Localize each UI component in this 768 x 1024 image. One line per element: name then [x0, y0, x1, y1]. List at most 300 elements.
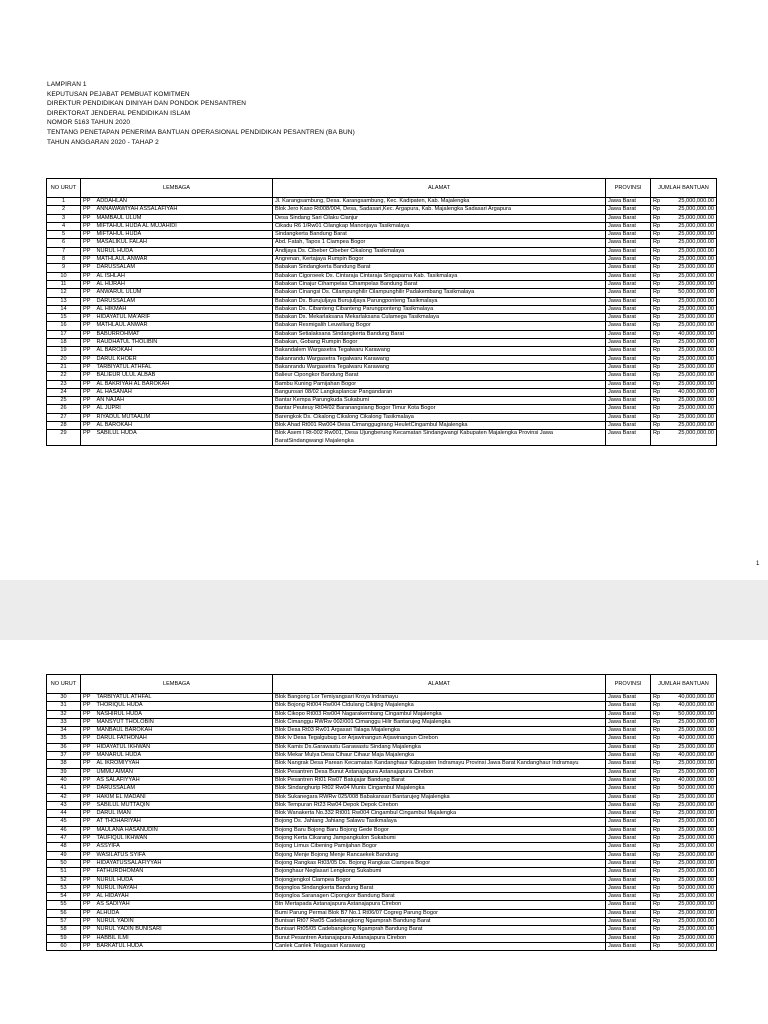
cell-currency: Rp: [651, 893, 665, 901]
recipients-table-page-1: [46, 178, 717, 446]
table-row: [47, 372, 717, 380]
cell-lembaga: FATHURDHOMAN: [95, 868, 273, 876]
col-header-jumlah: JUMLAH BANTUAN: [651, 179, 717, 198]
cell-provinsi: Jawa Barat: [606, 909, 651, 917]
cell-type: PP: [81, 868, 95, 876]
table-row: [47, 322, 717, 330]
cell-no: 40: [47, 776, 81, 784]
cell-alamat: Blok Nangrak Desa Parean Kecamatan Kandanghaur Kabupaten Indramayu Provinsi Jawa Barat Kandanghaur Indramayu: [273, 760, 606, 768]
cell-alamat: Bunut Pesantren Astanajapura Astanajapura Cirebon: [273, 934, 606, 942]
cell-provinsi: Jawa Barat: [606, 835, 651, 843]
cell-no: 22: [47, 372, 81, 380]
cell-provinsi: Jawa Barat: [606, 818, 651, 826]
cell-provinsi: Jawa Barat: [606, 272, 651, 280]
cell-alamat: Bakandalem Wargasetra Tegalwaru Karawang: [273, 347, 606, 355]
cell-alamat: Blok Desa Rt03 Rw01 Argasari Talaga Majalengka: [273, 727, 606, 735]
cell-provinsi: Jawa Barat: [606, 239, 651, 247]
cell-alamat: Bojong Limus Cibening Pamijahan Bogor: [273, 843, 606, 851]
cell-type: PP: [81, 214, 95, 222]
cell-jumlah: 25,000,000.00: [665, 413, 717, 421]
cell-no: 59: [47, 934, 81, 942]
cell-type: PP: [81, 347, 95, 355]
cell-provinsi: Jawa Barat: [606, 934, 651, 942]
cell-alamat: Desa Sindang Sari Cilaku Cianjur: [273, 214, 606, 222]
cell-no: 30: [47, 694, 81, 702]
cell-jumlah: 50,000,000.00: [665, 942, 717, 950]
cell-currency: Rp: [651, 843, 665, 851]
cell-currency: Rp: [651, 363, 665, 371]
cell-lembaga: AL BAROKAH: [95, 347, 273, 355]
cell-provinsi: Jawa Barat: [606, 810, 651, 818]
table-row: [47, 926, 717, 934]
cell-type: PP: [81, 272, 95, 280]
cell-alamat: Babakan Cigoroeek Ds. Cintaraja Cintaraja Singaparna Kab. Tasikmalaya: [273, 272, 606, 280]
cell-jumlah: 40,000,000.00: [665, 702, 717, 710]
cell-type: PP: [81, 818, 95, 826]
cell-no: 2: [47, 206, 81, 214]
cell-lembaga: MIFTAHUL HUDA AL MUJAHIDI: [95, 222, 273, 230]
cell-currency: Rp: [651, 710, 665, 718]
cell-type: PP: [81, 918, 95, 926]
cell-no: 8: [47, 256, 81, 264]
cell-lembaga: MATHLAUL ANWAR: [95, 256, 273, 264]
cell-currency: Rp: [651, 909, 665, 917]
header-line-direktur: DIREKTUR PENDIDIKAN DINIYAH DAN PONDOK PENSANTREN: [47, 100, 247, 108]
cell-type: PP: [81, 363, 95, 371]
cell-lembaga: AL JUPRI: [95, 405, 273, 413]
table-row: [47, 363, 717, 371]
cell-currency: Rp: [651, 422, 665, 430]
cell-alamat: Blok Iv Desa Tegalgubug Lor Arjawinangun Arjawinangun Cirebon: [273, 735, 606, 743]
cell-type: PP: [81, 280, 95, 288]
table-row: [47, 222, 717, 230]
cell-jumlah: 25,000,000.00: [665, 380, 717, 388]
cell-no: 33: [47, 718, 81, 726]
cell-lembaga: TARBIYATUL ATHFAL: [95, 363, 273, 371]
table-row: [47, 768, 717, 776]
cell-provinsi: Jawa Barat: [606, 851, 651, 859]
cell-lembaga: AL ISHLAH: [95, 272, 273, 280]
cell-type: PP: [81, 198, 95, 206]
cell-lembaga: ALHUDA: [95, 909, 273, 917]
cell-currency: Rp: [651, 694, 665, 702]
page-number: 1: [756, 561, 760, 567]
cell-jumlah: 25,000,000.00: [665, 206, 717, 214]
cell-lembaga: HAKIM EL MADANI: [95, 793, 273, 801]
cell-alamat: Bojongloa Sindangkerta Bandung Barat: [273, 884, 606, 892]
cell-jumlah: 25,000,000.00: [665, 430, 717, 446]
cell-lembaga: MANSYUT THOLOBIN: [95, 718, 273, 726]
table-row: [47, 430, 717, 446]
cell-provinsi: Jawa Barat: [606, 760, 651, 768]
cell-jumlah: 25,000,000.00: [665, 859, 717, 867]
cell-lembaga: AL BAKRIYAH AL BAROKAH: [95, 380, 273, 388]
cell-alamat: Balieur Cipongkor Bandung Barat: [273, 372, 606, 380]
cell-currency: Rp: [651, 785, 665, 793]
cell-provinsi: Jawa Barat: [606, 297, 651, 305]
cell-no: 34: [47, 727, 81, 735]
cell-provinsi: Jawa Barat: [606, 280, 651, 288]
table-row: [47, 851, 717, 859]
cell-currency: Rp: [651, 760, 665, 768]
cell-currency: Rp: [651, 380, 665, 388]
table-row: [47, 289, 717, 297]
table-row: [47, 901, 717, 909]
cell-jumlah: 25,000,000.00: [665, 743, 717, 751]
cell-no: 37: [47, 752, 81, 760]
cell-alamat: Babakan Cinangsi Ds. Cilampunghilir Cilampunghilir Padakembang Tasikmalaya: [273, 289, 606, 297]
table-row: [47, 718, 717, 726]
cell-jumlah: 25,000,000.00: [665, 297, 717, 305]
cell-lembaga: NURUL INAYAH: [95, 884, 273, 892]
cell-provinsi: Jawa Barat: [606, 422, 651, 430]
table-row: [47, 810, 717, 818]
cell-type: PP: [81, 289, 95, 297]
cell-jumlah: 25,000,000.00: [665, 247, 717, 255]
cell-currency: Rp: [651, 752, 665, 760]
cell-jumlah: 25,000,000.00: [665, 835, 717, 843]
cell-currency: Rp: [651, 859, 665, 867]
table-row: [47, 330, 717, 338]
cell-jumlah: 25,000,000.00: [665, 876, 717, 884]
cell-provinsi: Jawa Barat: [606, 247, 651, 255]
cell-alamat: Jl. Karangsambung, Desa. Karangsambung, Kec. Kadipaten, Kab. Majalengka: [273, 198, 606, 206]
cell-no: 19: [47, 347, 81, 355]
cell-jumlah: 25,000,000.00: [665, 222, 717, 230]
cell-type: PP: [81, 718, 95, 726]
cell-lembaga: ADDAHLAN: [95, 198, 273, 206]
cell-lembaga: AL HASANAH: [95, 388, 273, 396]
table-row: [47, 818, 717, 826]
table-row: [47, 826, 717, 834]
cell-jumlah: 40,000,000.00: [665, 735, 717, 743]
cell-lembaga: THORIQUL HUDA: [95, 702, 273, 710]
cell-no: 14: [47, 305, 81, 313]
cell-provinsi: Jawa Barat: [606, 793, 651, 801]
cell-currency: Rp: [651, 405, 665, 413]
cell-provinsi: Jawa Barat: [606, 256, 651, 264]
cell-no: 45: [47, 818, 81, 826]
cell-type: PP: [81, 413, 95, 421]
cell-currency: Rp: [651, 743, 665, 751]
cell-no: 49: [47, 851, 81, 859]
cell-no: 53: [47, 884, 81, 892]
cell-currency: Rp: [651, 355, 665, 363]
table-row: [47, 339, 717, 347]
cell-lembaga: RIYADUL MUTAALIM: [95, 413, 273, 421]
cell-no: 60: [47, 942, 81, 950]
col-header-lembaga: LEMBAGA: [81, 179, 273, 198]
cell-lembaga: MIFTAHUL HUDA: [95, 231, 273, 239]
cell-alamat: Blok Bojong Rt004 Rw004 Cidulang Cikijing Majalengka: [273, 702, 606, 710]
cell-provinsi: Jawa Barat: [606, 264, 651, 272]
cell-jumlah: 25,000,000.00: [665, 256, 717, 264]
cell-alamat: Babakan Resmigalih Leuwiliang Bogor: [273, 322, 606, 330]
cell-type: PP: [81, 256, 95, 264]
cell-provinsi: Jawa Barat: [606, 901, 651, 909]
cell-currency: Rp: [651, 926, 665, 934]
cell-currency: Rp: [651, 934, 665, 942]
cell-provinsi: Jawa Barat: [606, 388, 651, 396]
table-header-row: [47, 675, 717, 694]
cell-no: 35: [47, 735, 81, 743]
cell-type: PP: [81, 884, 95, 892]
cell-type: PP: [81, 893, 95, 901]
cell-currency: Rp: [651, 280, 665, 288]
table-row: [47, 868, 717, 876]
cell-currency: Rp: [651, 264, 665, 272]
cell-currency: Rp: [651, 876, 665, 884]
cell-type: PP: [81, 743, 95, 751]
cell-alamat: Sindangkerta Bandung Barat: [273, 231, 606, 239]
cell-currency: Rp: [651, 256, 665, 264]
cell-alamat: Bantar Peuteuy Rt04/02 Baranangsiang Bogor Timur Kota Bogor: [273, 405, 606, 413]
cell-lembaga: RAUDHATUL THOLIBIN: [95, 339, 273, 347]
cell-jumlah: 25,000,000.00: [665, 909, 717, 917]
header-line-tentang: TENTANG PENETAPAN PENERIMA BANTUAN OPERASIONAL PENDIDIKAN PESANTREN (BA BUN): [47, 128, 355, 136]
cell-alamat: Angrenan, Kertajaya Rumpin Bogor: [273, 256, 606, 264]
cell-no: 39: [47, 768, 81, 776]
cell-provinsi: Jawa Barat: [606, 718, 651, 726]
cell-type: PP: [81, 859, 95, 867]
cell-no: 58: [47, 926, 81, 934]
cell-no: 31: [47, 702, 81, 710]
cell-type: PP: [81, 851, 95, 859]
cell-type: PP: [81, 380, 95, 388]
cell-provinsi: Jawa Barat: [606, 355, 651, 363]
cell-lembaga: MATHLAUL ANWAR: [95, 322, 273, 330]
cell-alamat: Bojong Rangkas Rt03/05 Ds. Bojong Rangkas Ciampea Bogor: [273, 859, 606, 867]
cell-alamat: Bantar Kempa Parungkuda Sukabumi: [273, 397, 606, 405]
cell-provinsi: Jawa Barat: [606, 752, 651, 760]
cell-no: 15: [47, 314, 81, 322]
cell-currency: Rp: [651, 826, 665, 834]
cell-no: 46: [47, 826, 81, 834]
cell-lembaga: NURUL YADIN BUNISARI: [95, 926, 273, 934]
table-row: [47, 355, 717, 363]
cell-type: PP: [81, 264, 95, 272]
cell-lembaga: BARKATUL HUDA: [95, 942, 273, 950]
cell-lembaga: AS SALAFIYYAH: [95, 776, 273, 784]
header-line-nomor: NOMOR 5163 TAHUN 2020: [47, 119, 131, 127]
cell-lembaga: MAMBAUL ULUM: [95, 214, 273, 222]
cell-provinsi: Jawa Barat: [606, 859, 651, 867]
cell-lembaga: DARUSSALAM: [95, 297, 273, 305]
col-header-lembaga: LEMBAGA: [81, 675, 273, 694]
cell-type: PP: [81, 843, 95, 851]
table-row: [47, 876, 717, 884]
cell-alamat: Bojong Menje Bojong Menje Rancaekek Bandung: [273, 851, 606, 859]
cell-jumlah: 25,000,000.00: [665, 893, 717, 901]
cell-alamat: Blok Bangong Lor Temiyangsari Kroya Indramayu: [273, 694, 606, 702]
recipients-table-page-2: [46, 674, 717, 951]
cell-alamat: Bakanrandu Wargasetra Tegalwaru Karawang: [273, 355, 606, 363]
cell-alamat: Blok Tempuran Rt23 Rw04 Depok Depok Cirebon: [273, 801, 606, 809]
cell-lembaga: NURUL HUDA: [95, 247, 273, 255]
cell-jumlah: 25,000,000.00: [665, 768, 717, 776]
cell-currency: Rp: [651, 942, 665, 950]
cell-alamat: Blok Mekar Mulya Desa Cihaur Cihaur Maja Majalengka: [273, 752, 606, 760]
cell-jumlah: 40,000,000.00: [665, 752, 717, 760]
cell-jumlah: 25,000,000.00: [665, 239, 717, 247]
cell-provinsi: Jawa Barat: [606, 801, 651, 809]
cell-alamat: Bakanrandu Wargasetra Tegalwaru Karawang: [273, 363, 606, 371]
table-row: [47, 297, 717, 305]
cell-lembaga: AN NAJAH: [95, 397, 273, 405]
cell-alamat: Babakan Ds. Cibanteng Cibanteng Parungponteng Tasikmalaya: [273, 305, 606, 313]
cell-alamat: Babakan Ds. Mekarlaksana Mekarlaksana Culamega Tasikmalaya: [273, 314, 606, 322]
cell-no: 5: [47, 231, 81, 239]
cell-type: PP: [81, 710, 95, 718]
table-row: [47, 413, 717, 421]
cell-no: 32: [47, 710, 81, 718]
cell-no: 13: [47, 297, 81, 305]
cell-no: 25: [47, 397, 81, 405]
cell-alamat: Andijaya Ds. Cibeber Cibeber Cikalong Tasikmalaya: [273, 247, 606, 255]
cell-currency: Rp: [651, 818, 665, 826]
cell-provinsi: Jawa Barat: [606, 743, 651, 751]
cell-type: PP: [81, 231, 95, 239]
cell-type: PP: [81, 735, 95, 743]
cell-currency: Rp: [651, 727, 665, 735]
cell-no: 11: [47, 280, 81, 288]
cell-provinsi: Jawa Barat: [606, 214, 651, 222]
cell-jumlah: 25,000,000.00: [665, 355, 717, 363]
cell-alamat: Blok Pesantren Desa Bunut Astanajapura Astanajapura Cirebon: [273, 768, 606, 776]
cell-no: 43: [47, 801, 81, 809]
cell-jumlah: 25,000,000.00: [665, 801, 717, 809]
cell-jumlah: 25,000,000.00: [665, 280, 717, 288]
cell-type: PP: [81, 322, 95, 330]
cell-currency: Rp: [651, 430, 665, 446]
table-row: [47, 918, 717, 926]
cell-lembaga: HABBIL ILMI: [95, 934, 273, 942]
cell-provinsi: Jawa Barat: [606, 710, 651, 718]
cell-no: 16: [47, 322, 81, 330]
cell-currency: Rp: [651, 330, 665, 338]
cell-provinsi: Jawa Barat: [606, 843, 651, 851]
cell-jumlah: 40,000,000.00: [665, 694, 717, 702]
cell-lembaga: MANARUL HUDA: [95, 752, 273, 760]
cell-currency: Rp: [651, 322, 665, 330]
cell-lembaga: BABURROHMAT: [95, 330, 273, 338]
table-row: [47, 247, 717, 255]
cell-alamat: Blok Kamis Ds.Garawastu Garawastu Sindang Majalengka: [273, 743, 606, 751]
table-row: [47, 206, 717, 214]
cell-alamat: Blok Jero Kaso Rt008/004, Desa, Sadasari,Kec. Argapura, Kab. Majalengka Sadasari Argapura: [273, 206, 606, 214]
cell-lembaga: AL IKROMIYYAH: [95, 760, 273, 768]
table-row: [47, 760, 717, 768]
cell-lembaga: ASSYIFA: [95, 843, 273, 851]
header-line-keputusan: KEPUTUSAN PEJABAT PEMBUAT KOMITMEN: [47, 90, 190, 98]
cell-jumlah: 25,000,000.00: [665, 793, 717, 801]
cell-jumlah: 25,000,000.00: [665, 818, 717, 826]
cell-no: 57: [47, 918, 81, 926]
cell-provinsi: Jawa Barat: [606, 347, 651, 355]
cell-lembaga: DARUL KHOER: [95, 355, 273, 363]
col-header-no: NO URUT: [47, 179, 81, 198]
cell-provinsi: Jawa Barat: [606, 735, 651, 743]
cell-jumlah: 40,000,000.00: [665, 776, 717, 784]
table-row: [47, 752, 717, 760]
cell-type: PP: [81, 694, 95, 702]
cell-currency: Rp: [651, 214, 665, 222]
cell-no: 56: [47, 909, 81, 917]
cell-alamat: Bojonghaur Neglasari Lengkong Sukabumi: [273, 868, 606, 876]
cell-alamat: Babakan Ds. Burujuljaya Burujuljaya Parungponteng Tasikmalaya: [273, 297, 606, 305]
cell-no: 7: [47, 247, 81, 255]
cell-no: 12: [47, 289, 81, 297]
cell-alamat: Canlek Canlek Telagasari Karawang: [273, 942, 606, 950]
cell-jumlah: 25,000,000.00: [665, 198, 717, 206]
cell-currency: Rp: [651, 272, 665, 280]
cell-jumlah: 25,000,000.00: [665, 926, 717, 934]
cell-type: PP: [81, 297, 95, 305]
cell-currency: Rp: [651, 702, 665, 710]
cell-currency: Rp: [651, 339, 665, 347]
table-row: [47, 280, 717, 288]
cell-jumlah: 25,000,000.00: [665, 272, 717, 280]
cell-jumlah: 25,000,000.00: [665, 727, 717, 735]
cell-lembaga: TARBIYATUL ATHFAL: [95, 694, 273, 702]
cell-type: PP: [81, 760, 95, 768]
cell-lembaga: UMMU AIMAN: [95, 768, 273, 776]
cell-no: 24: [47, 388, 81, 396]
cell-provinsi: Jawa Barat: [606, 876, 651, 884]
cell-alamat: Babakan Cinajur Cihampelas Cihampelas Bandung Barat: [273, 280, 606, 288]
cell-currency: Rp: [651, 718, 665, 726]
header-line-tahun: TAHUN ANGGARAN 2020 - TAHAP 2: [47, 138, 159, 146]
cell-lembaga: HIDAYATUSSALAFIYYAH: [95, 859, 273, 867]
cell-no: 18: [47, 339, 81, 347]
cell-jumlah: 25,000,000.00: [665, 918, 717, 926]
cell-no: 23: [47, 380, 81, 388]
cell-currency: Rp: [651, 801, 665, 809]
cell-provinsi: Jawa Barat: [606, 222, 651, 230]
col-header-provinsi: PROVINSI: [606, 179, 651, 198]
document-page-2: [0, 640, 768, 1024]
cell-no: 41: [47, 785, 81, 793]
cell-type: PP: [81, 247, 95, 255]
cell-provinsi: Jawa Barat: [606, 868, 651, 876]
page-separator: [0, 580, 768, 640]
cell-currency: Rp: [651, 314, 665, 322]
cell-no: 51: [47, 868, 81, 876]
cell-lembaga: DARUL IMAN: [95, 810, 273, 818]
cell-currency: Rp: [651, 297, 665, 305]
cell-no: 38: [47, 760, 81, 768]
table-row: [47, 422, 717, 430]
table-row: [47, 710, 717, 718]
cell-currency: Rp: [651, 413, 665, 421]
table-row: [47, 214, 717, 222]
cell-alamat: Bojongloa Saranagen Cipongkor Bandung Barat: [273, 893, 606, 901]
table-row: [47, 347, 717, 355]
cell-currency: Rp: [651, 289, 665, 297]
cell-type: PP: [81, 801, 95, 809]
table-row: [47, 264, 717, 272]
cell-currency: Rp: [651, 793, 665, 801]
cell-type: PP: [81, 785, 95, 793]
cell-alamat: Blok Cikopo Rt003 Rw004 Nagarakembang Cingambul Majalengka: [273, 710, 606, 718]
cell-currency: Rp: [651, 901, 665, 909]
table-row: [47, 314, 717, 322]
cell-type: PP: [81, 314, 95, 322]
cell-lembaga: NURUL HUDA: [95, 876, 273, 884]
cell-jumlah: 50,000,000.00: [665, 710, 717, 718]
cell-jumlah: 25,000,000.00: [665, 397, 717, 405]
cell-alamat: Btn Mertapada Astanajapura Astanajapura Cirebon: [273, 901, 606, 909]
